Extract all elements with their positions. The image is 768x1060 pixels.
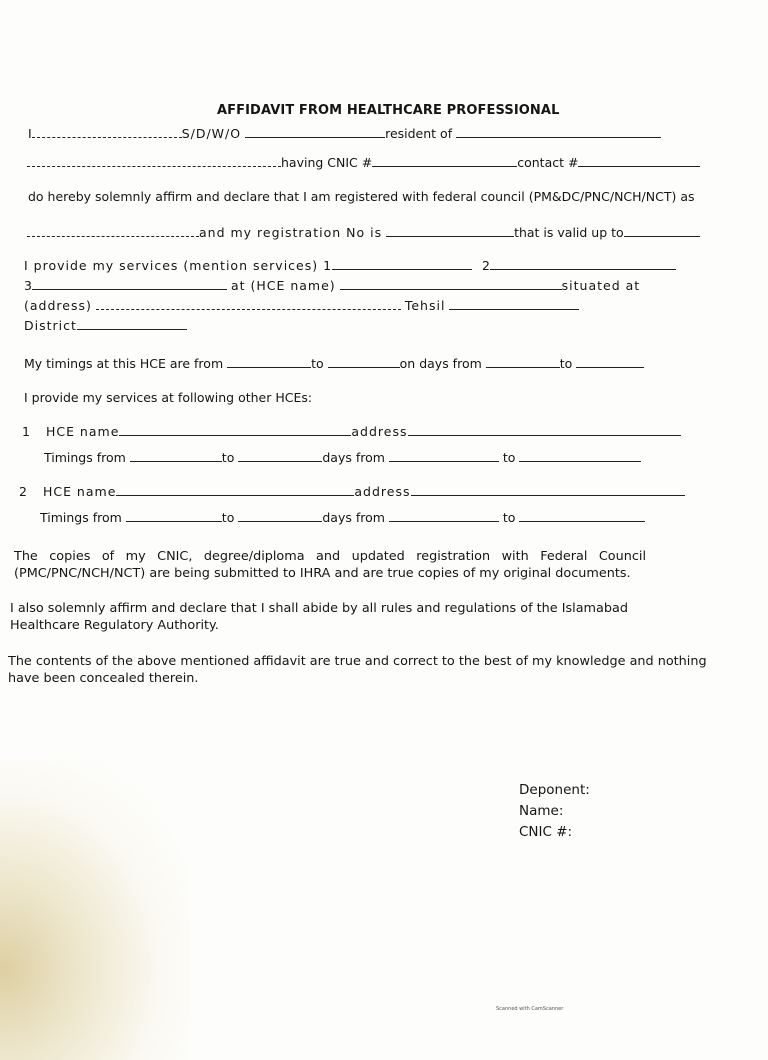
declaration-line: do hereby solemnly affirm and declare that I am registered with federal council (PM&DC/PNC/NCH/NCT) as (28, 189, 695, 204)
timings-from-label: My timings at this HCE are from (24, 356, 224, 371)
row-registration (27, 225, 700, 241)
hce-2-to-label: to (221, 510, 235, 525)
row-name (28, 126, 661, 142)
hce-1-timings-row (44, 450, 641, 466)
hce-2-to2-label: to (502, 510, 516, 525)
timings-to-label: to (311, 356, 324, 371)
scanner-watermark: Scanned with CamScanner (496, 1006, 564, 1012)
hce-1-address-blank[interactable] (408, 424, 681, 436)
registration-label: and my registration No is (199, 225, 383, 240)
hce-1-to2-label: to (502, 450, 516, 465)
row-address (24, 298, 579, 314)
situated-label: situated at (561, 278, 641, 293)
deponent-name-label: Name: (519, 803, 564, 819)
address-blank[interactable] (27, 155, 281, 167)
services-label: I provide my services (mention services) 1 (24, 258, 333, 273)
other-hce-intro: I provide my services at following other HCEs: (24, 390, 313, 405)
service-2-label: 2 (482, 258, 490, 273)
deponent-label: Deponent: (519, 782, 590, 798)
hce-1-to-label: to (221, 450, 235, 465)
hce-address-blank[interactable] (96, 298, 401, 310)
scan-stain (0, 760, 190, 1060)
hce-2-number: 2 (19, 484, 27, 499)
hce-2-name-blank[interactable] (116, 484, 354, 496)
hce-2-name-label: HCE name (42, 484, 117, 499)
hce-1-number: 1 (22, 424, 30, 439)
cnic-blank[interactable] (372, 155, 517, 167)
contents-paragraph: The contents of the above mentioned affidavit are true and correct to the best of my knowledge and nothing have been concealed therein. (8, 654, 707, 686)
abide-paragraph: I also solemnly affirm and declare that I shall abide by all rules and regulations of the Islamabad Healthcare Regulatory Authority. (10, 601, 628, 633)
hce-2-timings-blank[interactable] (126, 510, 222, 522)
pronoun-i: I (28, 126, 32, 141)
timings-to-blank[interactable] (328, 356, 400, 368)
service-2-blank[interactable] (490, 258, 676, 270)
valid-blank[interactable] (624, 225, 700, 237)
hce-1-name-row (22, 424, 681, 440)
tehsil-blank[interactable] (449, 298, 579, 310)
days-to-label: to (559, 356, 573, 371)
contact-label: contact # (517, 155, 579, 170)
document-title: AFFIDAVIT FROM HEALTHCARE PROFESSIONAL (217, 103, 560, 118)
hce-name-blank[interactable] (340, 278, 562, 290)
hce-2-timings-row (40, 510, 645, 526)
copies-paragraph: The copies of my CNIC, degree/diploma and updated registration with Federal Council (PMC/PNC/NCH/NCT) are being submitted to IHRA and are true copies of my original documents. (14, 549, 646, 581)
relation-blank[interactable] (245, 126, 385, 138)
deponent-cnic-label: CNIC #: (519, 824, 573, 840)
hce-name-label: at (HCE name) (230, 278, 336, 293)
hce-1-days-label: days from (322, 450, 385, 465)
name-blank[interactable] (32, 126, 182, 138)
contact-blank[interactable] (578, 155, 700, 167)
hce-2-address-label: address (354, 484, 411, 499)
tehsil-label: Tehsil (404, 298, 446, 313)
hce-1-to2-blank[interactable] (519, 450, 641, 462)
service-3-blank[interactable] (32, 278, 227, 290)
hce-1-to-blank[interactable] (238, 450, 322, 462)
district-blank[interactable] (77, 318, 187, 330)
hce-1-name-label: HCE name (45, 424, 120, 439)
hce-1-timings-label: Timings from (44, 450, 126, 465)
district-label: District (24, 318, 77, 333)
resident-blank[interactable] (456, 126, 661, 138)
hce-2-days-blank[interactable] (389, 510, 499, 522)
registration-blank[interactable] (386, 225, 514, 237)
hce-2-to-blank[interactable] (238, 510, 322, 522)
council-blank[interactable] (27, 225, 199, 237)
hce-1-timings-blank[interactable] (130, 450, 222, 462)
service-3-label: 3 (24, 278, 32, 293)
row-services (24, 258, 676, 274)
row-timings (24, 356, 644, 372)
sdw-label: S/D/W/O (181, 126, 242, 141)
hce-2-to2-blank[interactable] (519, 510, 645, 522)
row-district (24, 318, 187, 334)
resident-label: resident of (385, 126, 453, 141)
row-cnic (27, 155, 700, 171)
hce-1-address-label: address (351, 424, 408, 439)
days-to-blank[interactable] (576, 356, 644, 368)
hce-2-days-label: days from (322, 510, 385, 525)
cnic-label: having CNIC # (281, 155, 373, 170)
hce-1-name-blank[interactable] (119, 424, 351, 436)
service-1-blank[interactable] (332, 258, 472, 270)
row-hce (24, 278, 640, 294)
address-label: (address) (24, 298, 92, 313)
days-from-label: on days from (399, 356, 482, 371)
hce-2-timings-label: Timings from (40, 510, 122, 525)
hce-2-name-row (19, 484, 685, 500)
days-from-blank[interactable] (486, 356, 560, 368)
timings-from-blank[interactable] (227, 356, 311, 368)
valid-label: that is valid up to (514, 225, 624, 240)
hce-2-address-blank[interactable] (411, 484, 685, 496)
hce-1-days-blank[interactable] (389, 450, 499, 462)
